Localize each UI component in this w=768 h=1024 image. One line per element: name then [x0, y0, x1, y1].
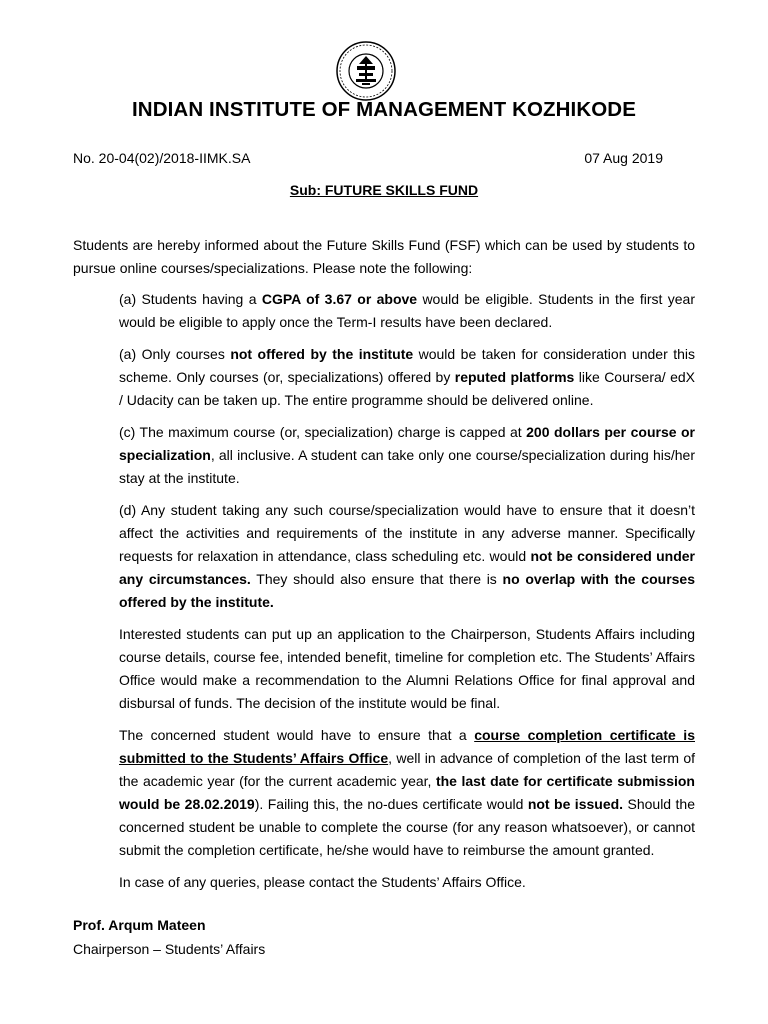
- signatory-name: Prof. Arqum Mateen: [73, 917, 206, 933]
- institute-logo: [335, 40, 397, 102]
- application-paragraph: Interested students can put up an application to the Chairperson, Students Affairs including course details, course fee, intended benefit, timeline for completion etc. The Students’ Affairs Office would make a recommendation to the Alumni Relations Office for final approval and disbursal of funds. The decision of the institute would be final.: [119, 626, 695, 711]
- intro-paragraph: Students are hereby informed about the Future Skills Fund (FSF) which can be used by students to pursue online courses/specializations. Please note the following:: [73, 237, 695, 276]
- reference-number: No. 20-04(02)/2018-IIMK.SA: [73, 150, 251, 166]
- signatory-designation: Chairperson – Students’ Affairs: [73, 941, 266, 957]
- issue-date: 07 Aug 2019: [584, 150, 663, 166]
- point-a-eligibility: (a) Students having a CGPA of 3.67 or above would be eligible. Students in the first year would be eligible to apply once the Term-I results have been declared.: [119, 291, 695, 330]
- queries-paragraph: In case of any queries, please contact the Students’ Affairs Office.: [119, 874, 526, 890]
- institute-title: INDIAN INSTITUTE OF MANAGEMENT KOZHIKODE: [132, 98, 636, 121]
- point-d-conduct: (d) Any student taking any such course/specialization would have to ensure that it doesn’t affect the activities and requirements of the institute in any adverse manner. Specifically requests for relaxation in attendance, class scheduling etc. would not be considered under any circumstances. They should also ensure that there is no overlap with the courses offered by the institute.: [119, 502, 696, 610]
- subject-line: Sub: FUTURE SKILLS FUND: [289, 182, 479, 198]
- point-c-charge-cap: (c) The maximum course (or, specialization) charge is capped at 200 dollars per course or specialization, all inclusive. A student can take only one course/specialization during his/her stay at the institute.: [119, 424, 695, 486]
- completion-paragraph: The concerned student would have to ensure that a course completion certificate is submitted to the Students’ Affairs Office, well in advance of completion of the last term of the academic year (for the current academic year, the last date for certificate submission would be 28.02.2019). Failing this, the no-dues certificate would not be issued. Should the concerned student be unable to complete the course (for any reason whatsoever), or cannot submit the completion certificate, he/she would have to reimburse the amount granted.: [119, 727, 695, 858]
- point-a-courses: (a) Only courses not offered by the institute would be taken for consideration under this scheme. Only courses (or, specializations) offered by reputed platforms like Coursera/ edX / Udacity can be taken up. The entire programme should be delivered online.: [119, 346, 695, 408]
- notice-body: [119, 288, 695, 903]
